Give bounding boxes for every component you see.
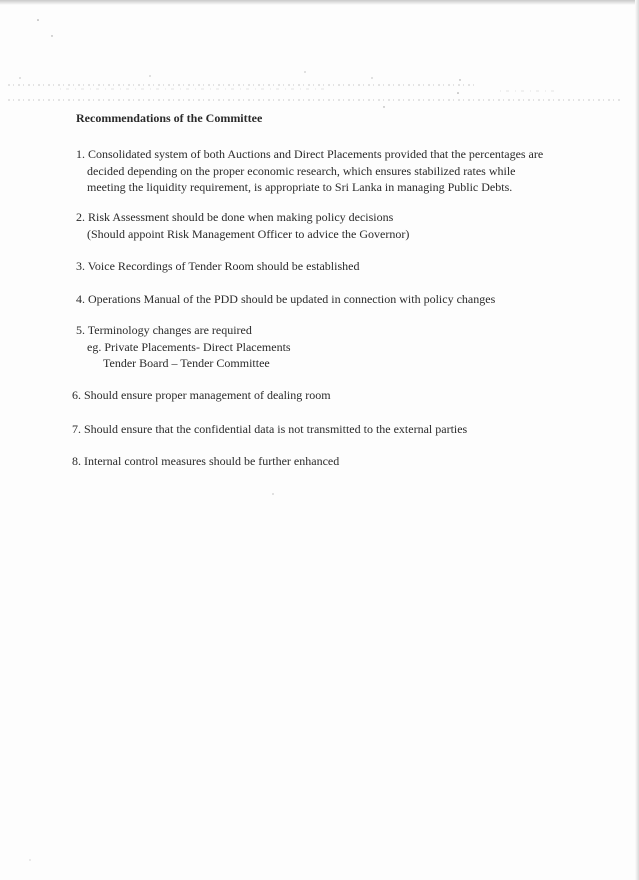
recommendation-2 bbox=[76, 209, 409, 242]
document-heading: Recommendations of the Committee bbox=[76, 111, 263, 125]
recommendation-4 bbox=[76, 291, 495, 308]
recommendation-7-line-1: 7. Should ensure that the confidential data is not transmitted to the external parties bbox=[72, 422, 468, 436]
recommendation-3 bbox=[76, 258, 359, 275]
recommendation-5 bbox=[76, 322, 291, 372]
recommendation-1-line-2: decided depending on the proper economic research, which ensures stabilized rates while bbox=[87, 163, 516, 178]
recommendation-1-line-1: 1. Consolidated system of both Auctions and Direct Placements provided that the percentages are bbox=[76, 147, 544, 161]
recommendation-5-line-2: eg. Private Placements- Direct Placements bbox=[87, 339, 291, 354]
recommendation-7 bbox=[72, 421, 467, 438]
recommendation-2-line-2: (Should appoint Risk Management Officer to advice the Governor) bbox=[87, 226, 410, 241]
recommendation-6 bbox=[72, 387, 331, 404]
recommendation-1 bbox=[76, 146, 543, 196]
recommendation-6-line-1: 6. Should ensure proper management of dealing room bbox=[72, 388, 331, 402]
recommendation-8 bbox=[72, 453, 339, 470]
recommendation-1-line-3: meeting the liquidity requirement, is appropriate to Sri Lanka in managing Public Debts. bbox=[87, 180, 513, 194]
recommendation-8-line-1: 8. Internal control measures should be further enhanced bbox=[72, 454, 340, 468]
recommendation-2-line-1: 2. Risk Assessment should be done when making policy decisions bbox=[76, 210, 394, 224]
recommendation-5-line-1: 5. Terminology changes are required bbox=[76, 323, 252, 337]
recommendation-3-line-1: 3. Voice Recordings of Tender Room should be established bbox=[76, 259, 360, 273]
recommendation-4-line-1: 4. Operations Manual of the PDD should be updated in connection with policy changes bbox=[76, 292, 496, 306]
recommendation-5-line-3: Tender Board – Tender Committee bbox=[103, 356, 270, 370]
